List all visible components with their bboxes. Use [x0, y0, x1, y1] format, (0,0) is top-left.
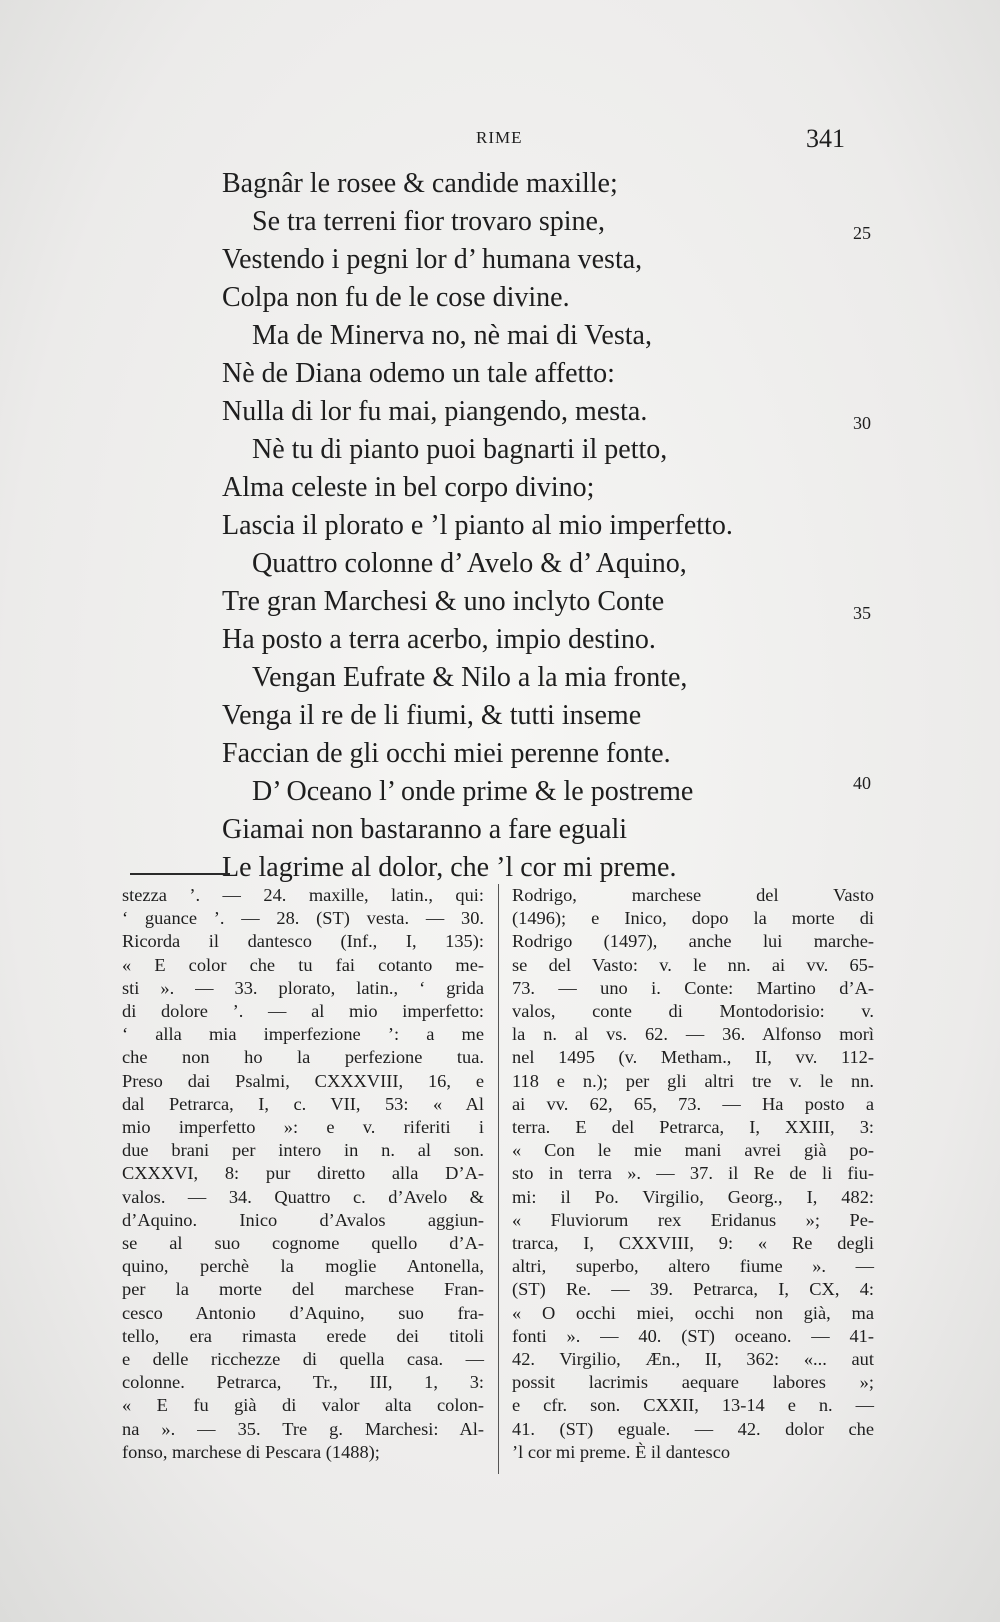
- footnote-line: Preso dai Psalmi, CXXXVIII, 16, e: [122, 1070, 484, 1091]
- footnote-line: « Con le mie mani avrei già po-: [512, 1140, 874, 1161]
- footnote-line: d’Aquino. Inico d’Avalos aggiun-: [122, 1209, 484, 1230]
- verse-line: D’ Oceano l’ onde prime & le postreme: [252, 776, 694, 807]
- footnote-line: 73. — uno i. Conte: Martino d’A-: [512, 977, 874, 998]
- footnote-line: fonso, marchese di Pescara (1488);: [122, 1441, 380, 1462]
- verse-line: Vestendo i pegni lor d’ humana vesta,: [222, 244, 643, 275]
- footnote-line: che non ho la perfezione tua.: [122, 1047, 484, 1068]
- footnote-line: dal Petrarca, I, c. VII, 53: « Al: [122, 1093, 484, 1114]
- footnote-line: Rodrigo, marchese del Vasto: [512, 885, 874, 905]
- footnote-line: « E color che tu fai cotanto me-: [122, 954, 484, 975]
- footnote-line: sto in terra ». — 37. il Re de li fiu-: [512, 1163, 874, 1184]
- footnote-line: e delle ricchezze di quella casa. —: [122, 1349, 484, 1370]
- verse-line: Bagnâr le rosee & candide maxille;: [222, 168, 618, 199]
- line-number: 25: [853, 223, 871, 243]
- footnote-line: « E fu già di valor alta colon-: [122, 1395, 484, 1416]
- footnote-line: valos, conte di Montodorisio: v.: [512, 1001, 874, 1022]
- footnote-line: Ricorda il dantesco (Inf., I, 135):: [122, 931, 484, 952]
- footnote-line: stezza ’. — 24. maxille, latin., qui:: [122, 885, 484, 905]
- verse-line: Nè de Diana odemo un tale affetto:: [222, 358, 615, 389]
- footnote-line: ai vv. 62, 65, 73. — Ha posto a: [512, 1093, 874, 1114]
- line-number: 40: [853, 773, 871, 793]
- footnote-line: ‘ alla mia imperfezione ’: a me: [122, 1024, 484, 1045]
- footnote-line: due brani per intero in n. al son.: [122, 1140, 484, 1161]
- footnote-line: mio imperfetto »: e v. riferiti i: [122, 1117, 484, 1138]
- footnote-line: valos. — 34. Quattro c. d’Avelo &: [122, 1186, 484, 1207]
- page-header: [0, 124, 1000, 164]
- verse-line: Lascia il plorato e ’l pianto al mio imperfetto.: [222, 510, 733, 541]
- footnote-line: 41. (ST) eguale. — 42. dolor che: [512, 1418, 874, 1439]
- page-number: 341: [806, 124, 845, 153]
- footnote-line: possit lacrimis aequare labores »;: [512, 1372, 874, 1393]
- footnote-line: per la morte del marchese Fran-: [122, 1279, 484, 1300]
- footnote-line: altri, superbo, altero fiume ». —: [512, 1256, 874, 1277]
- verse-line: Quattro colonne d’ Avelo & d’ Aquino,: [252, 548, 687, 579]
- footnote-line: nel 1495 (v. Metham., II, vv. 112-: [512, 1047, 874, 1068]
- footnote-line: fonti ». — 40. (ST) oceano. — 41-: [512, 1325, 874, 1346]
- footnote-line: sti ». — 33. plorato, latin., ‘ grida: [122, 977, 484, 998]
- footnote-line: cesco Antonio d’Aquino, suo fra-: [122, 1302, 484, 1323]
- footnote-line: Rodrigo (1497), anche lui marche-: [512, 931, 874, 952]
- verse-line: Nè tu di pianto puoi bagnarti il petto,: [252, 434, 668, 465]
- footnote-line: mi: il Po. Virgilio, Georg., I, 482:: [512, 1186, 874, 1207]
- verse-line: Nulla di lor fu mai, piangendo, mesta.: [222, 396, 648, 427]
- footnote-line: CXXXVI, 8: pur diretto alla D’A-: [122, 1163, 484, 1184]
- footnote-line: trarca, I, CXXVIII, 9: « Re degli: [512, 1233, 874, 1254]
- footnote-line: la n. al vs. 62. — 36. Alfonso morì: [512, 1024, 874, 1045]
- footnote-rule: [130, 873, 230, 875]
- footnote-line: (1496); e Inico, dopo la morte di: [512, 908, 874, 929]
- footnote-line: colonne. Petrarca, Tr., III, 1, 3:: [122, 1372, 484, 1393]
- verse-line: Venga il re de li fiumi, & tutti inseme: [222, 700, 642, 731]
- footnote-line: « Fluviorum rex Eridanus »; Pe-: [512, 1209, 874, 1230]
- footnotes-left-column: [122, 884, 484, 1464]
- footnote-line: tello, era rimasta erede dei titoli: [122, 1325, 484, 1346]
- footnote-line: (ST) Re. — 39. Petrarca, I, CX, 4:: [512, 1279, 874, 1300]
- verse-line: Se tra terreni fior trovaro spine,: [252, 206, 605, 237]
- line-number: 30: [853, 413, 871, 433]
- footnote-line: se del Vasto: v. le nn. ai vv. 65-: [512, 954, 874, 975]
- verse-line: Ha posto a terra acerbo, impio destino.: [222, 624, 656, 655]
- footnote-line: 42. Virgilio, Æn., II, 362: «... aut: [512, 1349, 874, 1370]
- footnote-line: ‘ guance ’. — 28. (ST) vesta. — 30.: [122, 908, 484, 929]
- footnote-line: quino, perchè la moglie Antonella,: [122, 1256, 484, 1277]
- verse-line: Colpa non fu de le cose divine.: [222, 282, 570, 313]
- running-head: RIME: [476, 128, 523, 147]
- footnotes: [0, 884, 1000, 1494]
- verse-line: Faccian de gli occhi miei perenne fonte.: [222, 738, 671, 769]
- footnote-line: se al suo cognome quello d’A-: [122, 1233, 484, 1254]
- verse-line: Le lagrime al dolor, che ’l cor mi preme.: [222, 852, 677, 883]
- footnote-line: « O occhi miei, occhi non già, ma: [512, 1302, 874, 1323]
- verse-line: Tre gran Marchesi & uno inclyto Conte: [222, 586, 665, 617]
- column-divider: [498, 884, 499, 1474]
- verse-line: Vengan Eufrate & Nilo a la mia fronte,: [252, 662, 688, 693]
- verse-line: Alma celeste in bel corpo divino;: [222, 472, 595, 503]
- footnote-line: na ». — 35. Tre g. Marchesi: Al-: [122, 1418, 484, 1439]
- footnote-line: di dolore ’. — al mio imperfetto:: [122, 1001, 484, 1022]
- footnote-line: ’l cor mi preme. È il dantesco: [512, 1441, 731, 1462]
- verse-line: Ma de Minerva no, nè mai di Vesta,: [252, 320, 652, 351]
- line-number: 35: [853, 603, 871, 623]
- footnotes-right-column: [512, 884, 874, 1464]
- footnote-line: e cfr. son. CXXII, 13-14 e n. —: [512, 1395, 874, 1416]
- footnote-line: terra. E del Petrarca, I, XXIII, 3:: [512, 1117, 874, 1138]
- footnote-line: 118 e n.); per gli altri tre v. le nn.: [512, 1070, 874, 1091]
- verse-line: Giamai non bastaranno a fare eguali: [222, 814, 628, 845]
